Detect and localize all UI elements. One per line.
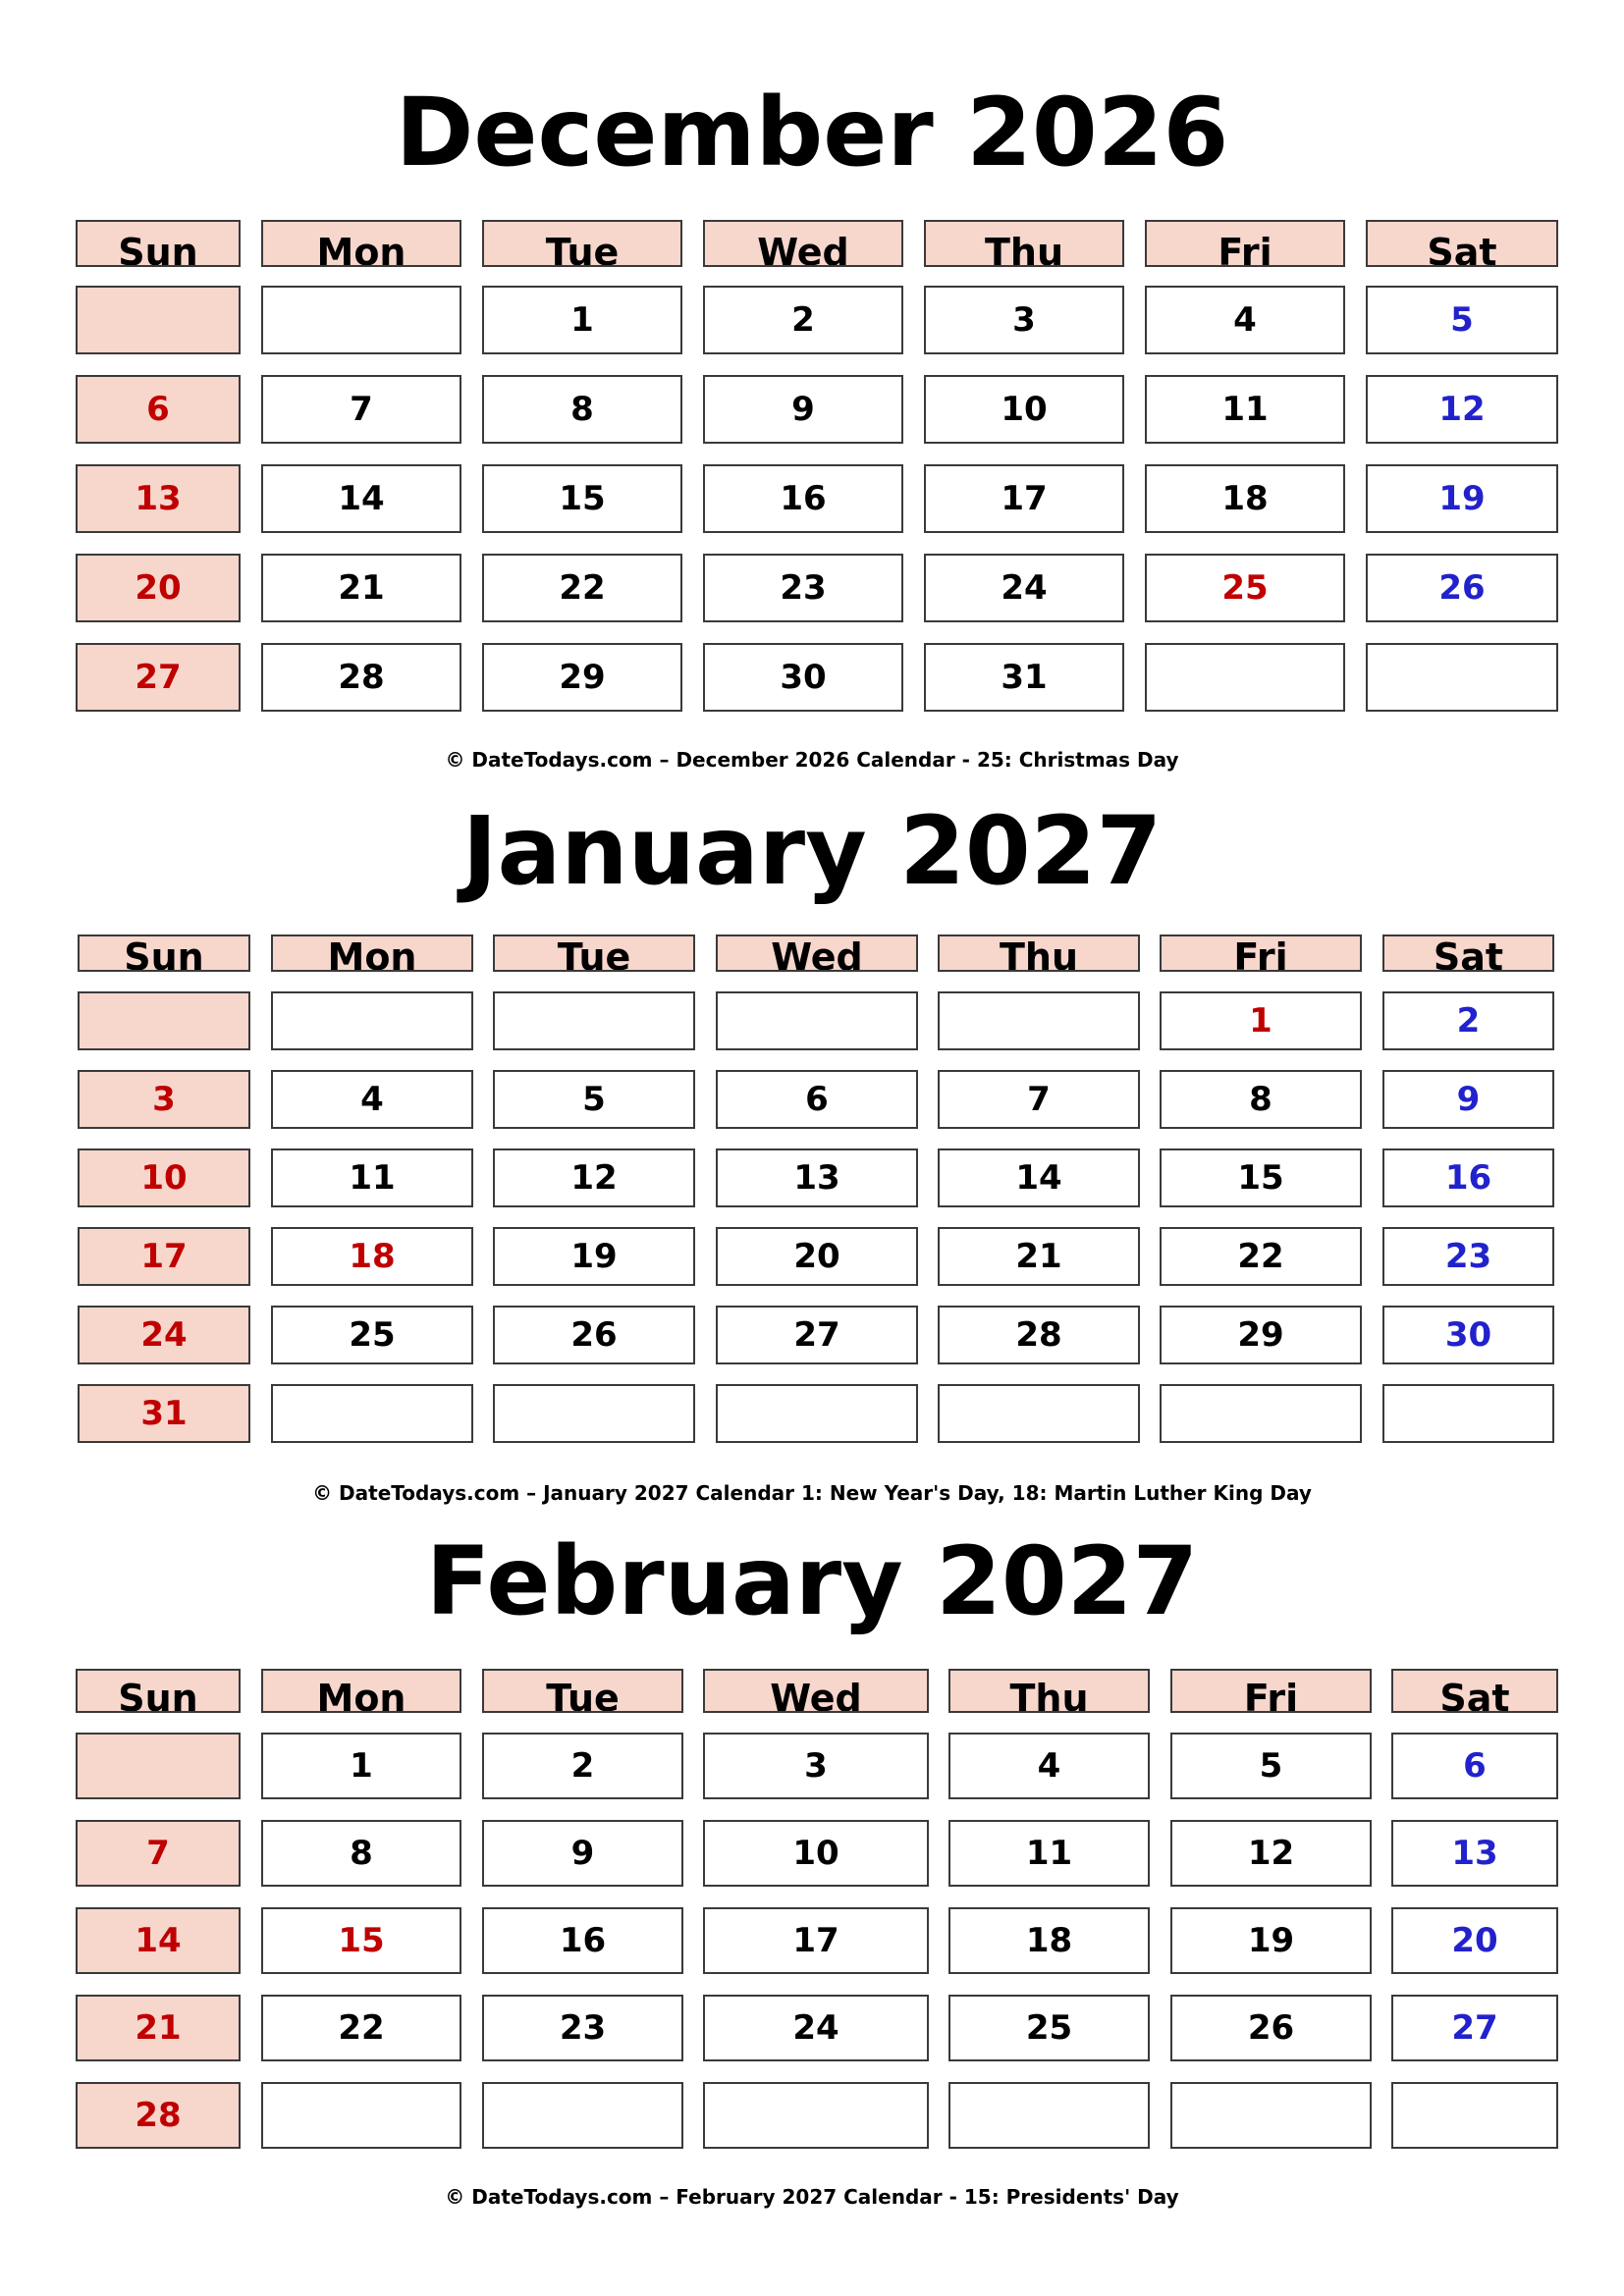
- date-cell: [1366, 643, 1558, 712]
- date-number: 19: [1247, 1921, 1295, 1960]
- date-number: 2: [570, 1746, 595, 1786]
- date-cell: [924, 464, 1124, 533]
- date-number: 24: [1001, 568, 1048, 608]
- date-cell: [1145, 643, 1345, 712]
- date-cell: [261, 1907, 461, 1974]
- date-number: 29: [559, 658, 606, 697]
- date-number: 18: [1221, 479, 1269, 518]
- day-header-mon: [261, 220, 461, 267]
- date-cell: [703, 2082, 929, 2149]
- date-cell: [1145, 286, 1345, 354]
- date-cell: [493, 1227, 695, 1286]
- date-cell: [493, 1306, 695, 1364]
- day-header-label: Fri: [1233, 935, 1288, 972]
- date-cell: [78, 1384, 250, 1443]
- date-number: 24: [140, 1315, 188, 1355]
- day-header-fri: [1145, 220, 1345, 267]
- date-cell: [938, 1384, 1140, 1443]
- date-number: 29: [1237, 1315, 1284, 1355]
- date-number: 12: [570, 1158, 618, 1198]
- date-number: 23: [559, 2008, 607, 2048]
- date-cell: [1382, 1148, 1554, 1207]
- date-number: 18: [1025, 1921, 1073, 1960]
- date-cell: [493, 1148, 695, 1207]
- date-number: 15: [1237, 1158, 1284, 1198]
- date-cell: [716, 1384, 918, 1443]
- date-cell: [76, 1907, 241, 1974]
- date-cell: [1145, 464, 1345, 533]
- date-number: 13: [135, 479, 182, 518]
- date-cell: [76, 464, 241, 533]
- date-number: 7: [146, 1834, 170, 1873]
- date-cell: [482, 1907, 683, 1974]
- holiday-date-number: 15: [338, 1921, 385, 1960]
- day-header-sun: [76, 1669, 241, 1713]
- day-header-sat: [1382, 934, 1554, 972]
- date-cell: [493, 1070, 695, 1129]
- date-cell: [271, 1306, 473, 1364]
- date-number: 3: [152, 1080, 176, 1119]
- date-number: 6: [805, 1080, 829, 1119]
- date-cell: [1170, 2082, 1372, 2149]
- date-cell: [76, 1733, 241, 1799]
- date-cell: [271, 1148, 473, 1207]
- date-number: 10: [1001, 390, 1048, 429]
- holiday-date-number: 18: [349, 1237, 396, 1276]
- date-cell: [271, 1384, 473, 1443]
- day-header-label: Tue: [557, 935, 631, 972]
- date-number: 22: [1237, 1237, 1284, 1276]
- date-number: 8: [350, 1834, 373, 1873]
- date-cell: [78, 991, 250, 1050]
- date-cell: [948, 1995, 1150, 2061]
- date-number: 22: [559, 568, 606, 608]
- date-cell: [1170, 1907, 1372, 1974]
- date-number: 1: [570, 300, 594, 340]
- date-number: 4: [1233, 300, 1257, 340]
- day-header-label: Mon: [316, 231, 406, 267]
- date-cell: [716, 1306, 918, 1364]
- date-cell: [1160, 1306, 1362, 1364]
- date-number: 6: [146, 390, 170, 429]
- date-cell: [78, 1227, 250, 1286]
- day-header-fri: [1160, 934, 1362, 972]
- date-cell: [271, 991, 473, 1050]
- date-cell: [703, 1733, 929, 1799]
- date-cell: [1366, 375, 1558, 444]
- date-cell: [261, 2082, 461, 2149]
- date-cell: [482, 1733, 683, 1799]
- date-cell: [261, 1995, 461, 2061]
- date-cell: [261, 375, 461, 444]
- day-header-sun: [78, 934, 250, 972]
- date-cell: [482, 286, 682, 354]
- day-header-mon: [271, 934, 473, 972]
- holiday-date-number: 25: [1221, 568, 1269, 608]
- date-cell: [482, 375, 682, 444]
- date-cell: [716, 1148, 918, 1207]
- calendar-footer-note: © DateTodays.com – December 2026 Calendar - 25: Christmas Day: [445, 748, 1179, 772]
- date-cell: [1160, 1070, 1362, 1129]
- date-cell: [76, 1995, 241, 2061]
- date-number: 17: [140, 1237, 188, 1276]
- day-header-fri: [1170, 1669, 1372, 1713]
- date-number: 21: [135, 2008, 182, 2048]
- date-number: 13: [793, 1158, 840, 1198]
- date-number: 24: [792, 2008, 839, 2048]
- date-cell: [703, 1995, 929, 2061]
- day-header-thu: [948, 1669, 1150, 1713]
- date-cell: [78, 1148, 250, 1207]
- date-number: 21: [338, 568, 385, 608]
- date-cell: [703, 1820, 929, 1887]
- day-header-wed: [716, 934, 918, 972]
- date-cell: [1170, 1820, 1372, 1887]
- date-cell: [76, 554, 241, 622]
- date-number: 28: [1015, 1315, 1062, 1355]
- date-cell: [76, 1820, 241, 1887]
- day-header-label: Fri: [1243, 1677, 1299, 1713]
- date-number: 6: [1463, 1746, 1487, 1786]
- date-number: 11: [1025, 1834, 1073, 1873]
- date-number: 26: [570, 1315, 618, 1355]
- date-cell: [703, 643, 903, 712]
- day-header-label: Sun: [118, 231, 198, 267]
- date-number: 3: [804, 1746, 828, 1786]
- date-number: 19: [1438, 479, 1486, 518]
- date-cell: [482, 464, 682, 533]
- day-header-tue: [493, 934, 695, 972]
- date-number: 25: [1025, 2008, 1073, 2048]
- date-cell: [1160, 991, 1362, 1050]
- date-number: 26: [1247, 2008, 1295, 2048]
- date-cell: [76, 286, 241, 354]
- date-number: 20: [1451, 1921, 1498, 1960]
- date-cell: [924, 375, 1124, 444]
- date-number: 7: [350, 390, 373, 429]
- date-cell: [1160, 1148, 1362, 1207]
- date-cell: [261, 554, 461, 622]
- date-cell: [1382, 1070, 1554, 1129]
- date-number: 16: [559, 1921, 607, 1960]
- day-header-label: Thu: [984, 231, 1064, 267]
- date-number: 9: [1456, 1080, 1481, 1119]
- date-cell: [703, 554, 903, 622]
- date-number: 4: [360, 1080, 384, 1119]
- date-number: 16: [780, 479, 827, 518]
- date-cell: [1391, 1820, 1558, 1887]
- date-cell: [703, 464, 903, 533]
- date-number: 21: [1015, 1237, 1062, 1276]
- date-number: 9: [791, 390, 815, 429]
- date-number: 11: [349, 1158, 396, 1198]
- date-cell: [1170, 1733, 1372, 1799]
- date-cell: [482, 2082, 683, 2149]
- date-cell: [938, 1070, 1140, 1129]
- day-header-label: Tue: [546, 1677, 620, 1713]
- date-cell: [1160, 1384, 1362, 1443]
- day-header-sun: [76, 220, 241, 267]
- date-number: 20: [793, 1237, 840, 1276]
- date-cell: [716, 1227, 918, 1286]
- date-number: 8: [570, 390, 594, 429]
- day-header-sat: [1366, 220, 1558, 267]
- date-cell: [1382, 1384, 1554, 1443]
- date-cell: [1145, 554, 1345, 622]
- day-header-label: Mon: [316, 1677, 406, 1713]
- date-cell: [716, 991, 918, 1050]
- date-number: 14: [135, 1921, 182, 1960]
- date-number: 12: [1247, 1834, 1295, 1873]
- day-header-thu: [924, 220, 1124, 267]
- date-number: 12: [1438, 390, 1486, 429]
- date-cell: [1366, 286, 1558, 354]
- day-header-label: Mon: [327, 935, 417, 972]
- day-header-mon: [261, 1669, 461, 1713]
- calendar-footer-note: © DateTodays.com – January 2027 Calendar 1: New Year's Day, 18: Martin Luther King Day: [312, 1481, 1312, 1505]
- date-cell: [482, 1995, 683, 2061]
- date-number: 10: [140, 1158, 188, 1198]
- day-header-sat: [1391, 1669, 1558, 1713]
- date-cell: [261, 1820, 461, 1887]
- date-number: 10: [792, 1834, 839, 1873]
- date-number: 17: [792, 1921, 839, 1960]
- date-cell: [1391, 1995, 1558, 2061]
- date-number: 20: [135, 568, 182, 608]
- date-cell: [1382, 1306, 1554, 1364]
- date-cell: [1391, 1733, 1558, 1799]
- date-cell: [924, 554, 1124, 622]
- date-number: 11: [1221, 390, 1269, 429]
- date-number: 8: [1249, 1080, 1272, 1119]
- date-number: 28: [338, 658, 385, 697]
- date-cell: [948, 1820, 1150, 1887]
- date-number: 27: [1451, 2008, 1498, 2048]
- date-cell: [482, 554, 682, 622]
- date-cell: [948, 1907, 1150, 1974]
- date-number: 7: [1027, 1080, 1051, 1119]
- date-number: 16: [1444, 1158, 1492, 1198]
- date-cell: [1145, 375, 1345, 444]
- day-header-label: Sun: [124, 935, 204, 972]
- date-cell: [493, 1384, 695, 1443]
- date-cell: [76, 643, 241, 712]
- date-number: 2: [1456, 1001, 1481, 1041]
- day-header-wed: [703, 220, 903, 267]
- date-number: 17: [1001, 479, 1048, 518]
- date-cell: [271, 1070, 473, 1129]
- date-cell: [261, 286, 461, 354]
- day-header-thu: [938, 934, 1140, 972]
- date-number: 22: [338, 2008, 385, 2048]
- day-header-label: Sat: [1433, 935, 1504, 972]
- date-number: 15: [559, 479, 606, 518]
- date-cell: [76, 375, 241, 444]
- day-header-label: Fri: [1218, 231, 1272, 267]
- day-header-label: Thu: [1009, 1677, 1089, 1713]
- date-number: 23: [780, 568, 827, 608]
- date-cell: [924, 286, 1124, 354]
- date-number: 31: [140, 1394, 188, 1433]
- date-number: 30: [780, 658, 827, 697]
- calendar-footer-note: © DateTodays.com – February 2027 Calendar - 15: Presidents' Day: [445, 2185, 1179, 2209]
- date-cell: [78, 1306, 250, 1364]
- date-cell: [703, 286, 903, 354]
- date-number: 26: [1438, 568, 1486, 608]
- date-cell: [924, 643, 1124, 712]
- date-cell: [1160, 1227, 1362, 1286]
- date-number: 25: [349, 1315, 396, 1355]
- date-cell: [703, 1907, 929, 1974]
- date-number: 2: [791, 300, 815, 340]
- date-number: 14: [338, 479, 385, 518]
- date-cell: [271, 1227, 473, 1286]
- date-cell: [261, 643, 461, 712]
- date-number: 27: [793, 1315, 840, 1355]
- date-cell: [482, 1820, 683, 1887]
- date-cell: [1366, 464, 1558, 533]
- day-header-tue: [482, 1669, 683, 1713]
- month-title: February 2027: [425, 1526, 1199, 1636]
- date-number: 19: [570, 1237, 618, 1276]
- day-header-label: Tue: [545, 231, 620, 267]
- date-number: 1: [350, 1746, 373, 1786]
- date-number: 5: [1259, 1746, 1283, 1786]
- day-header-label: Sun: [118, 1677, 198, 1713]
- day-header-label: Sat: [1427, 231, 1497, 267]
- date-cell: [76, 2082, 241, 2149]
- day-header-label: Sat: [1439, 1677, 1510, 1713]
- date-cell: [948, 2082, 1150, 2149]
- date-number: 13: [1451, 1834, 1498, 1873]
- month-title: December 2026: [395, 78, 1229, 187]
- date-number: 4: [1037, 1746, 1061, 1786]
- date-number: 31: [1001, 658, 1048, 697]
- date-cell: [938, 991, 1140, 1050]
- date-cell: [1170, 1995, 1372, 2061]
- date-number: 9: [570, 1834, 595, 1873]
- date-number: 23: [1444, 1237, 1492, 1276]
- day-header-label: Thu: [999, 935, 1079, 972]
- date-cell: [716, 1070, 918, 1129]
- date-cell: [78, 1070, 250, 1129]
- day-header-tue: [482, 220, 682, 267]
- date-number: 27: [135, 658, 182, 697]
- month-title: January 2027: [461, 796, 1163, 906]
- date-cell: [938, 1306, 1140, 1364]
- date-cell: [261, 464, 461, 533]
- date-number: 14: [1015, 1158, 1062, 1198]
- date-cell: [1391, 2082, 1558, 2149]
- date-number: 28: [135, 2096, 182, 2135]
- date-cell: [261, 1733, 461, 1799]
- day-header-wed: [703, 1669, 929, 1713]
- date-cell: [1366, 554, 1558, 622]
- date-cell: [1382, 991, 1554, 1050]
- date-number: 30: [1444, 1315, 1492, 1355]
- date-cell: [493, 991, 695, 1050]
- date-number: 5: [582, 1080, 606, 1119]
- date-cell: [938, 1148, 1140, 1207]
- date-cell: [938, 1227, 1140, 1286]
- date-cell: [482, 643, 682, 712]
- date-cell: [1391, 1907, 1558, 1974]
- date-cell: [703, 375, 903, 444]
- date-cell: [948, 1733, 1150, 1799]
- date-number: 5: [1450, 300, 1474, 340]
- date-cell: [1382, 1227, 1554, 1286]
- date-number: 3: [1012, 300, 1036, 340]
- day-header-label: Wed: [757, 231, 849, 267]
- day-header-label: Wed: [770, 1677, 862, 1713]
- day-header-label: Wed: [771, 935, 863, 972]
- holiday-date-number: 1: [1249, 1001, 1272, 1041]
